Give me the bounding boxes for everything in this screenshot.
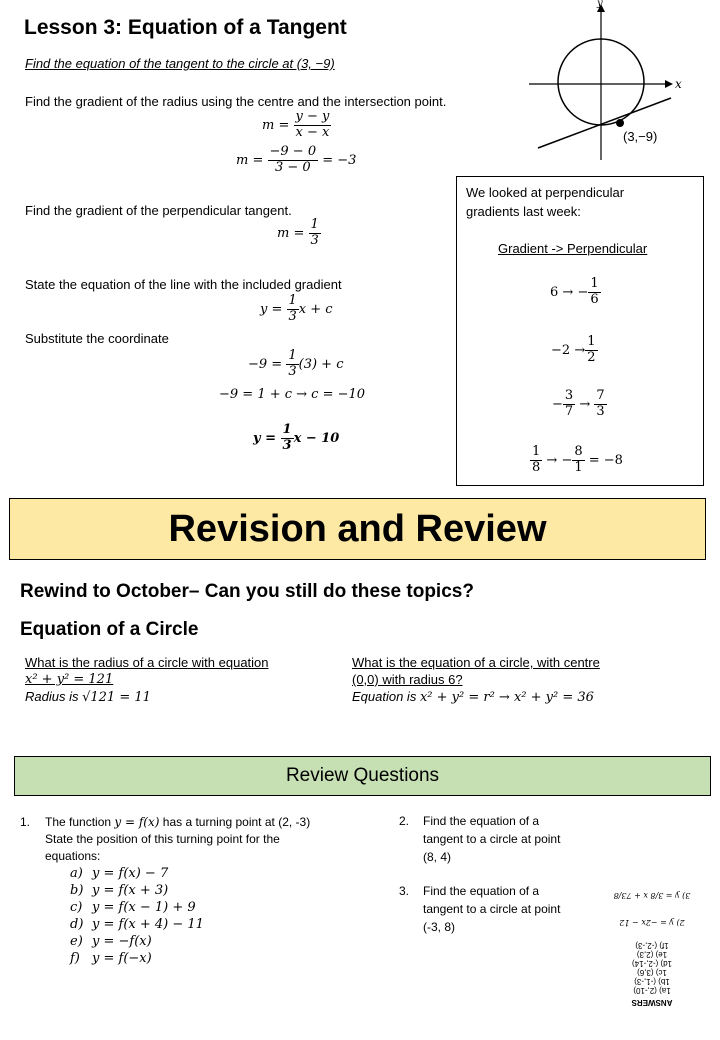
r4-fraction bbox=[572, 445, 584, 476]
eq1-den: x − x bbox=[295, 124, 330, 140]
eq3-lhs: m = bbox=[277, 225, 305, 241]
cq2-line1: What is the equation of a circle, with centre bbox=[352, 655, 600, 670]
part-eq: y = f(x + 3) bbox=[92, 883, 169, 898]
eq3-fraction bbox=[309, 218, 321, 249]
cq1-answer-value: √121 = 11 bbox=[82, 690, 151, 705]
cq2-answer-label: Equation is bbox=[352, 689, 417, 704]
eq1-lhs: m = bbox=[262, 117, 290, 133]
part-label: a) bbox=[70, 866, 83, 881]
rq1-number: 1. bbox=[20, 815, 31, 829]
step-2-text: Find the gradient of the perpendicular tangent. bbox=[25, 203, 292, 218]
eq1-fraction bbox=[294, 110, 332, 141]
r3-a-fraction bbox=[563, 389, 575, 420]
r3-a-den: 7 bbox=[564, 403, 574, 419]
rq1-parts bbox=[70, 865, 360, 967]
r2-den: 2 bbox=[587, 349, 596, 365]
answer-item: 1c) (3,6) bbox=[637, 968, 667, 977]
equation-substitution bbox=[248, 349, 343, 380]
rewind-heading: Rewind to October– Can you still do these topics? bbox=[20, 581, 474, 602]
rq3-number: 3. bbox=[399, 884, 410, 898]
r3-fraction bbox=[594, 389, 606, 420]
r1-fraction bbox=[588, 277, 600, 308]
part-row bbox=[70, 933, 360, 950]
answer-3: 3) y = 3/8 x + 73/8 bbox=[613, 891, 691, 900]
r4-num: 8 bbox=[574, 444, 583, 459]
rq1-text-c: State the position of this turning point for the equations: bbox=[45, 832, 280, 863]
r2-fraction bbox=[585, 335, 597, 366]
review-question-1 bbox=[20, 814, 360, 967]
cq1-answer bbox=[25, 688, 269, 706]
eq7-lhs: y = bbox=[253, 430, 276, 446]
eq7-num: 1 bbox=[282, 422, 292, 437]
note-row-1 bbox=[550, 277, 601, 308]
part-row bbox=[70, 899, 360, 916]
eq4-den: 3 bbox=[288, 308, 297, 324]
eq5-fraction bbox=[286, 349, 298, 380]
x-axis-arrow bbox=[665, 80, 673, 88]
cq2-line2: (0,0) with radius 6? bbox=[352, 672, 463, 687]
r1-num: 1 bbox=[590, 276, 599, 291]
eq3-den: 3 bbox=[310, 232, 319, 248]
rq1-body bbox=[45, 814, 360, 967]
r4-a-fraction bbox=[530, 445, 542, 476]
part-label: b) bbox=[70, 883, 84, 898]
part-row bbox=[70, 916, 360, 933]
step-1-text: Find the gradient of the radius using the centre and the intersection point. bbox=[25, 94, 447, 109]
eq7-den: 3 bbox=[282, 437, 292, 453]
answers-upside-down bbox=[612, 872, 692, 1007]
perpendicular-note-box bbox=[456, 176, 704, 486]
review-question-3 bbox=[399, 882, 569, 936]
part-label: e) bbox=[70, 934, 83, 949]
part-label: c) bbox=[70, 900, 83, 915]
r1-arrow: → − bbox=[562, 284, 589, 300]
eq2-rhs: = −3 bbox=[322, 152, 357, 168]
intersection-point bbox=[616, 119, 624, 127]
eq2-fraction bbox=[268, 145, 319, 176]
review-header bbox=[14, 756, 711, 796]
r4-a-den: 8 bbox=[532, 459, 541, 475]
x-axis-label: x bbox=[675, 77, 682, 91]
r3-den: 3 bbox=[596, 403, 605, 419]
point-label: (3,−9) bbox=[623, 129, 658, 144]
eq4-lhs: y = bbox=[260, 301, 283, 317]
answer-2: 2) y = −2x − 12 bbox=[619, 918, 685, 927]
eq3-num: 1 bbox=[310, 217, 319, 232]
y-axis-label: y bbox=[597, 0, 603, 9]
r3-num: 7 bbox=[596, 388, 605, 403]
eq1-num: y − y bbox=[295, 109, 330, 124]
r4-rhs: = −8 bbox=[588, 452, 623, 468]
r3-a-num: 3 bbox=[564, 388, 574, 403]
r4-arrow: → − bbox=[546, 452, 573, 468]
rq1-func: y = f(x) bbox=[114, 815, 160, 829]
topic-heading: Equation of a Circle bbox=[20, 619, 199, 640]
step-3-text: State the equation of the line with the included gradient bbox=[25, 277, 342, 292]
answer-item: 1d) (-2,-14) bbox=[632, 959, 673, 968]
answers-title: ANSWERS bbox=[631, 998, 673, 1007]
lesson-question bbox=[25, 56, 335, 71]
r4-a-num: 1 bbox=[532, 444, 541, 459]
step-4-text: Substitute the coordinate bbox=[25, 331, 169, 346]
r1-den: 6 bbox=[590, 291, 599, 307]
r3-sign: − bbox=[552, 396, 563, 412]
equation-final-answer bbox=[253, 423, 339, 454]
r1-a: 6 bbox=[550, 284, 559, 300]
cq1-answer-label: Radius is bbox=[25, 689, 79, 704]
part-eq: y = f(x + 4) − 11 bbox=[92, 917, 204, 932]
answer-item: 1b) (-1,-3) bbox=[634, 977, 670, 986]
part-row bbox=[70, 865, 360, 882]
eq2-den: 3 − 0 bbox=[274, 159, 311, 175]
equation-gradient-formula bbox=[262, 110, 331, 141]
lesson-question-text: Find the equation of the tangent to the circle at (3, −9) bbox=[25, 56, 335, 71]
rq1-text-a: The function bbox=[45, 815, 112, 829]
tangent-diagram bbox=[525, 0, 685, 165]
equation-perpendicular-gradient bbox=[277, 218, 321, 249]
part-eq: y = f(x) − 7 bbox=[92, 866, 169, 881]
eq5-lhs: −9 = bbox=[248, 356, 283, 372]
r3-arrow: → bbox=[579, 396, 591, 412]
eq7-rhs: x − 10 bbox=[293, 430, 340, 446]
answer-item: 1e) (2,3) bbox=[636, 950, 668, 959]
lesson-title: Lesson 3: Equation of a Tangent bbox=[24, 16, 347, 39]
banner-title: Revision and Review bbox=[168, 507, 547, 550]
eq4-fraction bbox=[287, 294, 299, 325]
eq4-rhs: x + c bbox=[298, 301, 333, 317]
eq5-num: 1 bbox=[288, 348, 297, 363]
answer-item: 1a) (2,-10) bbox=[633, 986, 671, 995]
rq2-text: Find the equation of a tangent to a circle at point (8, 4) bbox=[423, 814, 561, 864]
note-row-3 bbox=[552, 389, 607, 420]
part-label: f) bbox=[70, 951, 80, 966]
rq1-text-b: has a turning point at (2, -3) bbox=[162, 815, 311, 829]
cq1-line1: What is the radius of a circle with equation bbox=[25, 655, 269, 670]
note-row-2 bbox=[551, 335, 598, 366]
cq1-line2: x² + y² = 121 bbox=[25, 672, 114, 687]
rq2-number: 2. bbox=[399, 814, 410, 828]
note-row-4 bbox=[530, 445, 623, 476]
part-row bbox=[70, 882, 360, 899]
part-eq: y = f(−x) bbox=[92, 951, 152, 966]
note-intro: We looked at perpendicular gradients last week: bbox=[466, 185, 625, 219]
r2-arrow: → bbox=[574, 342, 586, 358]
rq3-text: Find the equation of a tangent to a circle at point (-3, 8) bbox=[423, 884, 561, 934]
circle-question-2 bbox=[352, 654, 600, 706]
eq2-lhs: m = bbox=[236, 152, 264, 168]
review-header-title: Review Questions bbox=[285, 765, 440, 786]
equation-gradient-value bbox=[236, 145, 356, 176]
part-eq: y = −f(x) bbox=[92, 934, 152, 949]
equation-solve-c: −9 = 1 + c → c = −10 bbox=[219, 387, 366, 402]
r2-a: −2 bbox=[551, 342, 571, 358]
r2-num: 1 bbox=[587, 334, 596, 349]
rq1-line-1 bbox=[45, 814, 360, 831]
eq2-num: −9 − 0 bbox=[269, 144, 317, 159]
part-eq: y = f(x − 1) + 9 bbox=[92, 900, 196, 915]
eq5-den: 3 bbox=[288, 363, 297, 379]
review-question-2 bbox=[399, 812, 569, 866]
equation-line-general bbox=[260, 294, 333, 325]
note-heading: Gradient -> Perpendicular bbox=[498, 241, 648, 256]
cq2-answer bbox=[352, 688, 600, 706]
eq7-fraction bbox=[281, 423, 294, 454]
revision-banner bbox=[9, 498, 706, 560]
answer-item: 1f) (-2,-3) bbox=[635, 941, 669, 950]
cq2-answer-value: x² + y² = r² → x² + y² = 36 bbox=[419, 690, 594, 705]
circle-question-1 bbox=[25, 654, 269, 706]
eq5-rhs: (3) + c bbox=[298, 356, 344, 372]
eq4-num: 1 bbox=[288, 293, 297, 308]
part-label: d) bbox=[70, 917, 84, 932]
r4-den: 1 bbox=[574, 459, 583, 475]
part-row bbox=[70, 950, 360, 967]
